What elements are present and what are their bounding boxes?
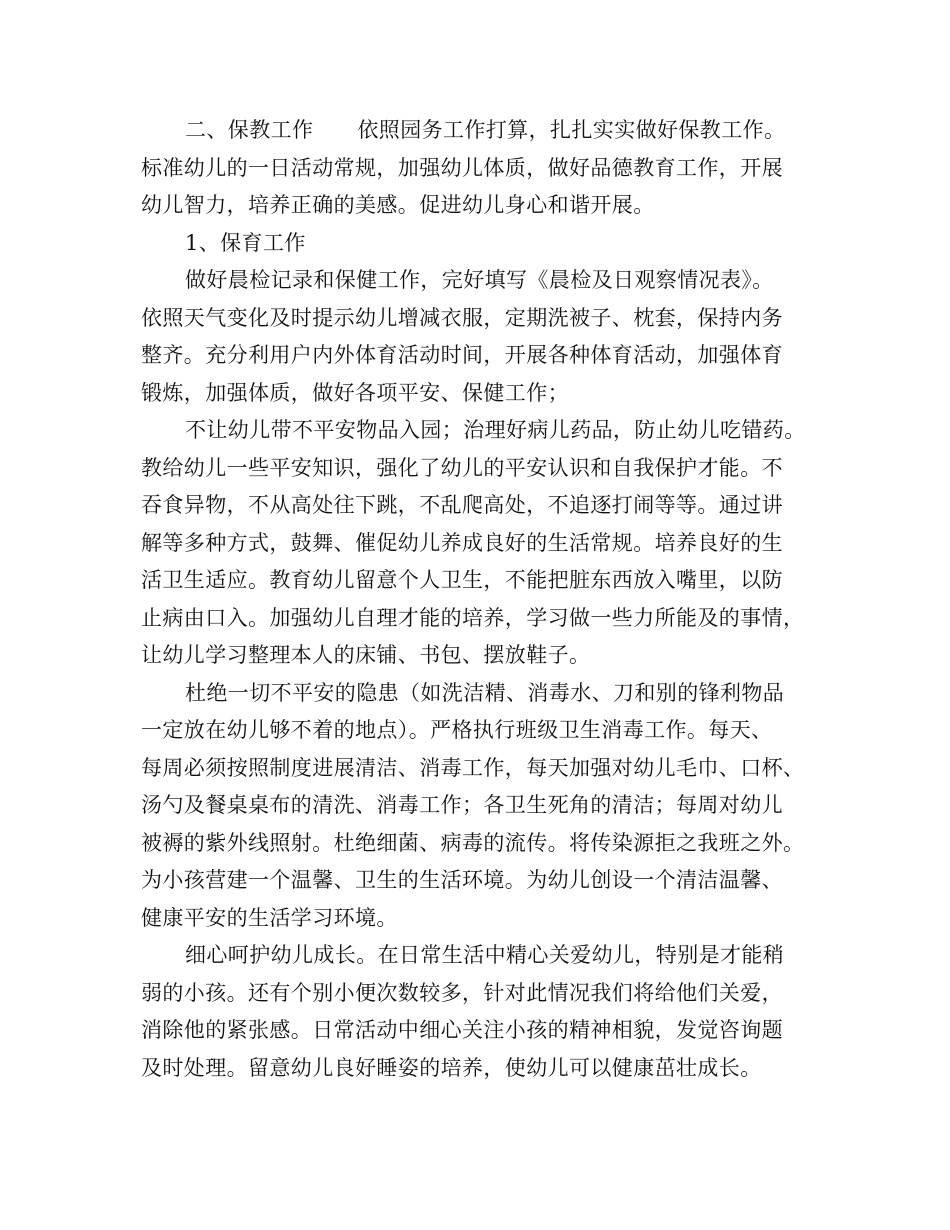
paragraph-line: 被褥的紫外线照射。杜绝细菌、病毒的流传。将传染源拒之我班之外。 — [141, 830, 805, 855]
paragraph-line: 锻炼，加强体质，做好各项平安、保健工作； — [141, 380, 569, 405]
paragraph-line: 细心呵护幼儿成长。在日常生活中精心关爱幼儿，特别是才能稍 — [185, 943, 785, 967]
paragraph-line: 解等多种方式，鼓舞、催促幼儿养成良好的生活常规。培养良好的生 — [141, 530, 783, 555]
paragraph-line: 活卫生适应。教育幼儿留意个人卫生，不能把脏东西放入嘴里，以防 — [141, 568, 783, 592]
paragraph-safety — [141, 412, 831, 675]
paragraph-line: 不让幼儿带不平安物品入园；治理好病儿药品，防止幼儿吃错药。 — [185, 418, 806, 442]
section-intro-line: 标准幼儿的一日活动常规，加强幼儿体质，做好品德教育工作，开展 — [141, 155, 783, 180]
paragraph-line: 为小孩营建一个温馨、卫生的生活环境。为幼儿创设一个清洁温馨、 — [141, 868, 783, 892]
paragraph-hygiene — [141, 675, 831, 938]
paragraph-line: 依照天气变化及时提示幼儿增减衣服，定期洗被子、枕套，保持内务 — [141, 305, 783, 330]
paragraph-line: 及时处理。留意幼儿良好睡姿的培养，使幼儿可以健康茁壮成长。 — [141, 1055, 762, 1080]
paragraph-line: 汤勺及餐桌桌布的清洗、消毒工作；各卫生死角的清洁；每周对幼儿 — [141, 793, 783, 817]
section-intro-first: 依照园务工作打算，扎扎实实做好保教工作。 — [357, 118, 786, 142]
paragraph-morning-check — [141, 262, 831, 412]
paragraph-line: 让幼儿学习整理本人的床铺、书包、摆放鞋子。 — [141, 643, 591, 667]
paragraph-care — [141, 937, 831, 1087]
paragraph-line: 止病由口入。加强幼儿自理才能的培养，学习做一些力所能及的事情， — [141, 605, 805, 630]
paragraph-line: 做好晨检记录和保健工作，完好填写《晨检及日观察情况表》。 — [185, 268, 774, 292]
paragraph-line: 整齐。充分利用户内外体育活动时间，开展各种体育活动，加强体育 — [141, 343, 783, 367]
paragraph-line: 每周必须按照制度进展清洁、消毒工作，每天加强对幼儿毛巾、口杯、 — [141, 755, 805, 780]
paragraph-line: 健康平安的生活学习环境。 — [141, 905, 398, 930]
section-intro-line: 幼儿智力，培养正确的美感。促进幼儿身心和谐开展。 — [141, 193, 655, 217]
section-heading-line — [141, 112, 831, 150]
paragraph-line: 杜绝一切不平安的隐患（如洗洁精、消毒水、刀和别的锋利物品 — [185, 680, 785, 705]
section-heading: 二、保教工作 — [185, 118, 314, 142]
document-body — [141, 112, 831, 1087]
paragraph-line: 弱的小孩。还有个别小便次数较多，针对此情况我们将给他们关爱， — [141, 980, 783, 1005]
paragraph-line: 教给幼儿一些平安知识，强化了幼儿的平安认识和自我保护才能。不 — [141, 455, 783, 480]
paragraph-line: 消除他的紧张感。日常活动中细心关注小孩的精神相貌，发觉咨询题 — [141, 1018, 783, 1042]
paragraph-line: 吞食异物，不从高处往下跳，不乱爬高处，不追逐打闹等等。通过讲 — [141, 493, 783, 517]
paragraph-line: 一定放在幼儿够不着的地点）。严格执行班级卫生消毒工作。每天、 — [141, 718, 773, 742]
subsection-heading: 1、保育工作 — [185, 230, 306, 255]
